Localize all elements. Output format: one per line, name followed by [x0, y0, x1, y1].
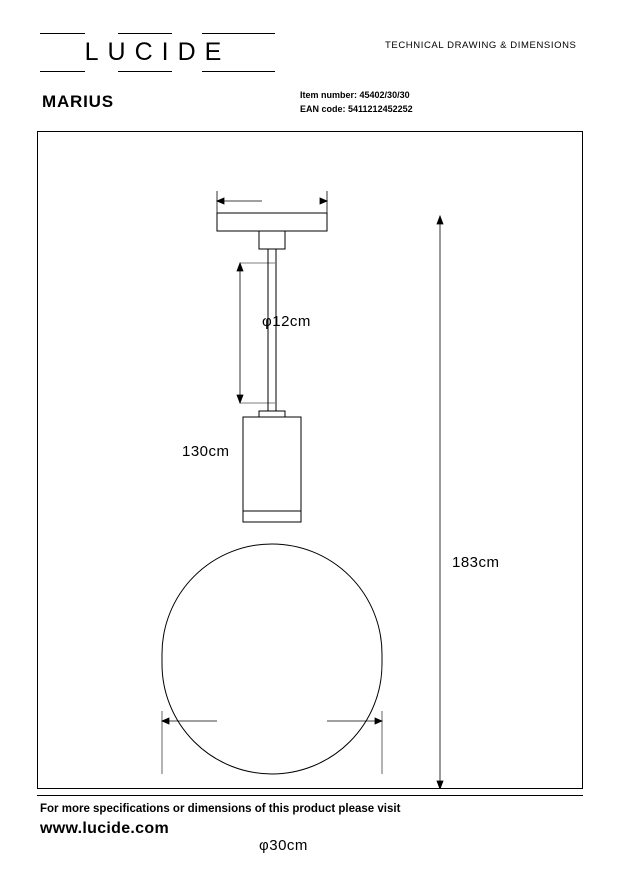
logo-notch-bottom-left — [85, 68, 118, 74]
holder-cap — [259, 411, 285, 417]
logo-notch-top-left — [85, 30, 118, 36]
ean-value: 5411212452252 — [348, 104, 413, 114]
logo-notch-top-right — [172, 30, 202, 36]
item-number-label: Item number: — [300, 90, 358, 100]
dim-label-shade-diameter: φ30cm — [259, 837, 308, 854]
logo-text: LUCIDE — [84, 38, 231, 66]
lucide-logo — [40, 32, 275, 72]
document-type-label: TECHNICAL DRAWING & DIMENSIONS — [385, 40, 577, 51]
arrow-total-bottom — [437, 781, 443, 789]
document-header — [40, 28, 585, 76]
arrow-top-left — [217, 198, 224, 204]
page-title: MARIUS — [42, 92, 114, 111]
dim-label-total-height: 183cm — [452, 554, 500, 571]
pendant-lamp-drawing — [37, 131, 583, 789]
ceiling-plate — [217, 213, 327, 231]
footer-note: For more specifications or dimensions of this product please visit — [40, 803, 401, 815]
ean-row — [300, 102, 413, 116]
footer-website-link[interactable]: www.lucide.com — [40, 820, 169, 837]
canopy-stem — [259, 231, 285, 249]
arrow-cord-top — [237, 263, 243, 271]
item-number-value: 45402/30/30 — [359, 90, 410, 100]
footer-divider — [37, 795, 583, 796]
product-codes — [300, 88, 413, 116]
arrow-cord-bottom — [237, 395, 243, 403]
lamp-holder — [243, 417, 301, 522]
arrow-bottom-right — [375, 718, 382, 724]
logo-notch-bottom-right — [172, 68, 202, 74]
arrow-top-right — [320, 198, 327, 204]
dim-label-cord-length: 130cm — [182, 443, 230, 460]
arrow-total-top — [437, 216, 443, 224]
dim-label-top-diameter: φ12cm — [262, 313, 311, 330]
ean-label: EAN code: — [300, 104, 346, 114]
arrow-bottom-left — [162, 718, 169, 724]
glass-globe — [162, 544, 382, 774]
item-number-row — [300, 88, 413, 102]
